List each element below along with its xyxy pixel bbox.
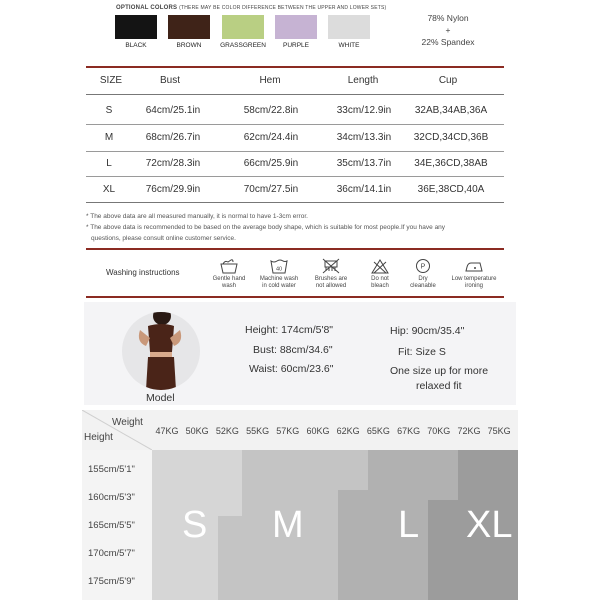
wash-item-brush xyxy=(309,258,353,290)
wash-label-line2: cleanable xyxy=(410,283,436,289)
wash-label-line1: Machine wash xyxy=(259,276,299,282)
height-row-label: 155cm/5'1" xyxy=(88,464,135,475)
weight-column-header: 52KG xyxy=(215,426,239,436)
table-cell-cup: 36E,38CD,40A xyxy=(417,184,485,195)
model-label: Model xyxy=(146,392,175,404)
size-letter-s: S xyxy=(182,504,208,546)
swatch-label-black: BLACK xyxy=(125,42,147,49)
material-info xyxy=(400,12,496,48)
size-band-m-top xyxy=(338,450,368,490)
model-fit: Fit: Size S xyxy=(398,346,446,358)
table-header-rule xyxy=(86,94,504,95)
note-body-shape: * The above data is recommended to be based on the average body shape, which is suitable for most people.If you have any xyxy=(86,224,446,231)
wash-label-line1: Dry xyxy=(418,276,428,282)
washing-title: Washing instructions xyxy=(106,268,180,277)
weight-column-header: 70KG xyxy=(427,426,451,436)
swatch-label-grassgreen: GRASSGREEN xyxy=(220,42,266,49)
note-error: * The above data are all measured manually, it is normal to have 1-3cm error. xyxy=(86,213,308,220)
model-advice-line2: relaxed fit xyxy=(416,380,462,392)
washing-top-rule xyxy=(86,248,504,250)
no-bleach-icon xyxy=(370,258,390,274)
material-spandex: 22% Spandex xyxy=(421,37,475,47)
size-band-m-step xyxy=(218,516,242,600)
table-header-hem: Hem xyxy=(259,75,281,86)
swatch-brown[interactable] xyxy=(168,15,210,39)
low-iron-icon xyxy=(463,258,485,274)
machine-wash-icon xyxy=(269,258,289,274)
model-waist: Waist: 60cm/23.6" xyxy=(249,363,334,375)
optional-colors-note: (THERE MAY BE COLOR DIFFERENCE BETWEEN THE UPPER AND LOWER SETS) xyxy=(179,5,387,11)
wash-label-line1: Do not xyxy=(371,276,389,282)
table-cell-length: 33cm/12.9in xyxy=(336,105,392,116)
table-header-bust: Bust xyxy=(159,75,180,86)
size-letter-m: M xyxy=(272,504,304,546)
wash-temp-text: 40 xyxy=(275,266,283,273)
wash-item-dryclean xyxy=(401,258,445,290)
table-cell-hem: 70cm/27.5in xyxy=(243,184,299,195)
table-cell-hem: 62cm/24.4in xyxy=(243,132,299,143)
wash-item-bleach xyxy=(358,258,402,290)
weight-axis-label: Weight xyxy=(112,417,143,428)
table-cell-length: 36cm/14.1in xyxy=(336,184,392,195)
swatch-label-white: WHITE xyxy=(338,42,360,49)
table-cell-bust: 64cm/25.1in xyxy=(145,105,201,116)
table-row-divider xyxy=(86,124,504,125)
table-cell-hem: 66cm/25.9in xyxy=(243,158,299,169)
weight-column-header: 62KG xyxy=(336,426,360,436)
wash-label-line2: ironing xyxy=(464,283,483,289)
material-plus: + xyxy=(445,25,451,35)
wash-item-iron xyxy=(446,258,502,290)
weight-column-header: 47KG xyxy=(155,426,179,436)
wash-label-line1: Brushes are xyxy=(314,276,348,282)
wash-label-line1: Low temperature xyxy=(451,276,497,282)
table-bottom-rule xyxy=(86,202,504,203)
weight-column-header: 55KG xyxy=(246,426,270,436)
table-header-cup: Cup xyxy=(438,75,458,86)
table-cell-cup: 32AB,34AB,36A xyxy=(414,105,488,116)
height-axis-label: Height xyxy=(84,432,113,443)
table-cell-cup: 34E,36CD,38AB xyxy=(414,158,488,169)
weight-column-header: 67KG xyxy=(397,426,421,436)
height-row-label: 175cm/5'9" xyxy=(88,576,135,587)
wash-label-line2: wash xyxy=(221,283,236,289)
table-cell-size: M xyxy=(104,132,114,143)
weight-column-header: 60KG xyxy=(306,426,330,436)
swatch-purple[interactable] xyxy=(275,15,317,39)
height-row-label: 160cm/5'3" xyxy=(88,492,135,503)
swatch-white[interactable] xyxy=(328,15,370,39)
table-cell-hem: 58cm/22.8in xyxy=(243,105,299,116)
weight-column-header: 65KG xyxy=(366,426,390,436)
swatch-label-brown: BROWN xyxy=(176,42,202,49)
weight-column-header: 75KG xyxy=(487,426,511,436)
table-cell-size: L xyxy=(106,158,112,169)
size-band-l-top xyxy=(428,450,458,500)
swatch-black[interactable] xyxy=(115,15,157,39)
weight-column-header: 50KG xyxy=(185,426,209,436)
wash-item-machine xyxy=(257,258,301,290)
washing-bottom-rule xyxy=(86,296,504,298)
table-top-rule xyxy=(86,66,504,68)
table-cell-bust: 68cm/26.7in xyxy=(145,132,201,143)
model-advice-line1: One size up for more xyxy=(390,365,489,377)
no-brush-icon xyxy=(321,258,341,274)
height-row-label: 170cm/5'7" xyxy=(88,548,135,559)
swatch-label-purple: PURPLE xyxy=(282,42,309,49)
size-letter-xl: XL xyxy=(466,504,513,546)
table-cell-length: 34cm/13.3in xyxy=(336,132,392,143)
optional-colors-title: OPTIONAL COLORS xyxy=(116,5,178,11)
table-cell-size: XL xyxy=(102,184,116,195)
measurement-notes xyxy=(86,211,506,244)
table-cell-bust: 76cm/29.9in xyxy=(145,184,201,195)
wash-label-line2: not allowed xyxy=(315,283,347,289)
table-cell-size: S xyxy=(105,105,113,116)
model-bust: Bust: 88cm/34.6" xyxy=(253,344,333,356)
table-header-size: SIZE xyxy=(99,75,123,86)
weight-column-header: 57KG xyxy=(276,426,300,436)
material-nylon: 78% Nylon xyxy=(427,13,469,23)
model-height: Height: 174cm/5'8" xyxy=(245,324,334,336)
wash-item-hand xyxy=(207,258,251,290)
table-cell-length: 35cm/13.7in xyxy=(336,158,392,169)
table-header-length: Length xyxy=(347,75,379,86)
table-row-divider xyxy=(86,176,504,177)
dry-clean-mark: P xyxy=(420,263,426,271)
table-cell-cup: 32CD,34CD,36B xyxy=(413,132,489,143)
wash-label-line2: in cold water xyxy=(262,283,296,289)
model-hip: Hip: 90cm/35.4" xyxy=(390,325,465,337)
note-contact: questions, please consult online customer service. xyxy=(91,235,236,242)
model-figure xyxy=(122,312,200,390)
size-letter-l: L xyxy=(398,504,420,546)
hand-wash-icon xyxy=(219,258,239,274)
table-cell-bust: 72cm/28.3in xyxy=(145,158,201,169)
swatch-grassgreen[interactable] xyxy=(222,15,264,39)
table-row-divider xyxy=(86,151,504,152)
optional-colors-heading xyxy=(116,5,386,11)
model-avatar xyxy=(122,312,200,390)
weight-column-header: 72KG xyxy=(457,426,481,436)
dry-clean-icon xyxy=(413,258,433,274)
height-row-label: 165cm/5'5" xyxy=(88,520,135,531)
size-band-s-step xyxy=(218,450,242,516)
wash-label-line1: Gentle hand xyxy=(212,276,246,282)
wash-label-line2: bleach xyxy=(371,283,389,289)
size-chart-corner-diagonal xyxy=(82,410,152,450)
